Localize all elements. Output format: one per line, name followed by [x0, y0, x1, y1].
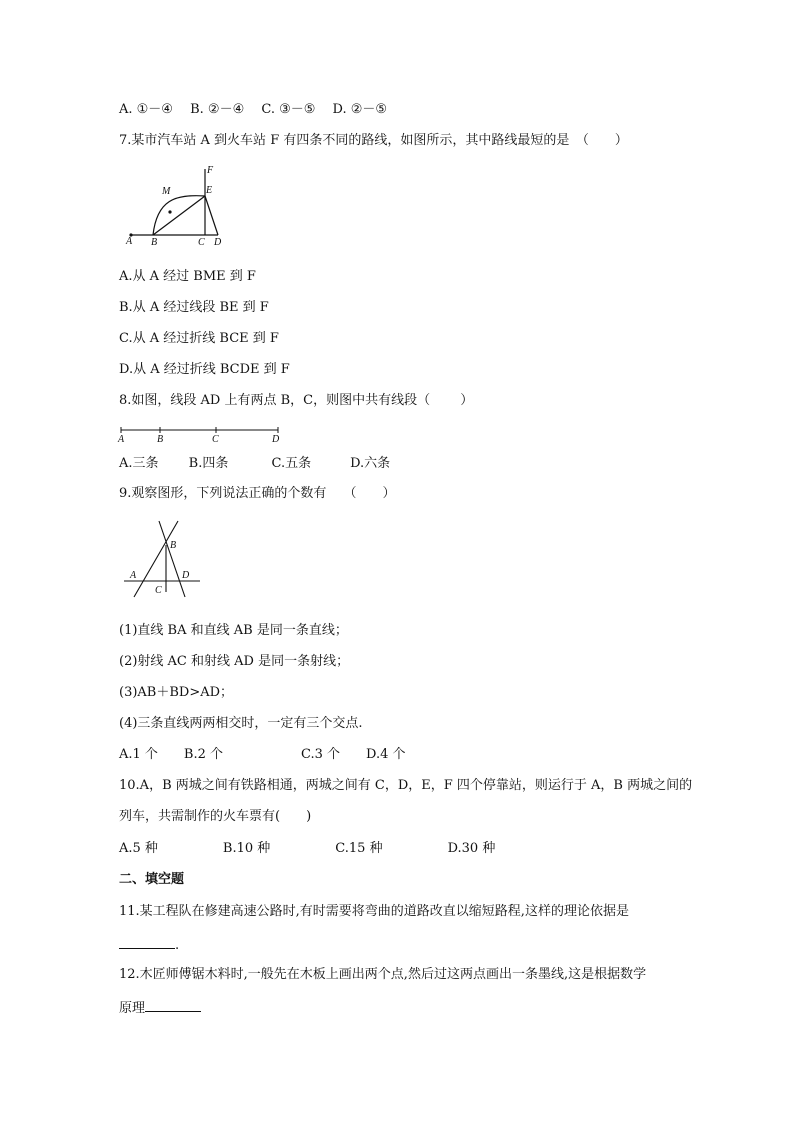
q12-answer-row [119, 997, 201, 1018]
q8-label-b: B [157, 434, 164, 445]
q9-statement-4: (4)三条直线两两相交时，一定有三个交点. [119, 716, 363, 731]
q9-label-a: A [130, 570, 137, 581]
q10-stem-line1: 10.A，B 两城之间有铁路相通，两城之间有 C，D，E，F 四个停靠站，则运行于 A，B 两城之间的 [119, 778, 693, 793]
q9-statement-2: (2)射线 AC 和射线 AD 是同一条射线； [119, 654, 350, 669]
q7-label-e: E [206, 185, 213, 196]
q8-label-a: A [118, 434, 125, 445]
q11-answer-row [119, 934, 179, 955]
q8-label-d: D [272, 434, 280, 445]
q9-label-b: B [170, 540, 177, 551]
q7-option-a: A.从 A 经过 BME 到 F [119, 269, 256, 284]
q8-stem: 8.如图，线段 AD 上有两点 B，C，则图中共有线段（ ） [119, 393, 474, 408]
q9-statement-1: (1)直线 BA 和直线 AB 是同一条直线； [119, 623, 348, 638]
q6-options: A. ①－④ B. ②－④ C. ③－⑤ D. ②－⑤ [119, 102, 388, 117]
q7-option-d: D.从 A 经过折线 BCDE 到 F [119, 362, 290, 377]
q12-stem-line1: 12.木匠师傅锯木料时,一般先在木板上画出两个点,然后过这两点画出一条墨线,这是根据数学 [119, 967, 647, 982]
q11-answer-blank[interactable] [119, 934, 175, 949]
q7-option-b: B.从 A 经过线段 BE 到 F [119, 300, 269, 315]
q11-stem: 11.某工程队在修建高速公路时,有时需要将弯曲的道路改直以缩短路程,这样的理论依据是 [119, 904, 629, 919]
q10-options: A.5 种 B.10 种 C.15 种 D.30 种 [119, 841, 496, 856]
q7-label-c: C [198, 237, 205, 248]
q7-label-d: D [214, 237, 222, 248]
section-title: 二、填空题 [119, 872, 185, 887]
q9-stem: 9.观察图形，下列说法正确的个数有 （ ） [119, 486, 396, 501]
q8-label-c: C [212, 434, 219, 445]
q7-label-b: B [151, 237, 158, 248]
q9-label-c: C [155, 585, 162, 596]
q12-stem-line2: 原理 [119, 1001, 146, 1016]
q7-option-c: C.从 A 经过折线 BCE 到 F [119, 331, 279, 346]
q9-label-d: D [182, 570, 190, 581]
q8-options: A.三条 B.四条 C.五条 D.六条 [119, 456, 391, 471]
q11-tail: . [175, 938, 180, 953]
q7-label-a: A [126, 236, 133, 247]
q7-label-f: F [207, 165, 214, 176]
q9-statement-3: (3)AB＋BD>AD； [119, 685, 234, 700]
q7-stem: 7.某市汽车站 A 到火车站 F 有四条不同的路线，如图所示，其中路线最短的是 （ ） [119, 133, 628, 148]
q10-stem-line2: 列车，共需制作的火车票有( ) [119, 809, 312, 824]
q9-options: A.1 个 B.2 个 C.3 个 D.4 个 [119, 747, 406, 762]
q12-answer-blank[interactable] [145, 997, 201, 1012]
q7-label-m: M [162, 186, 171, 197]
